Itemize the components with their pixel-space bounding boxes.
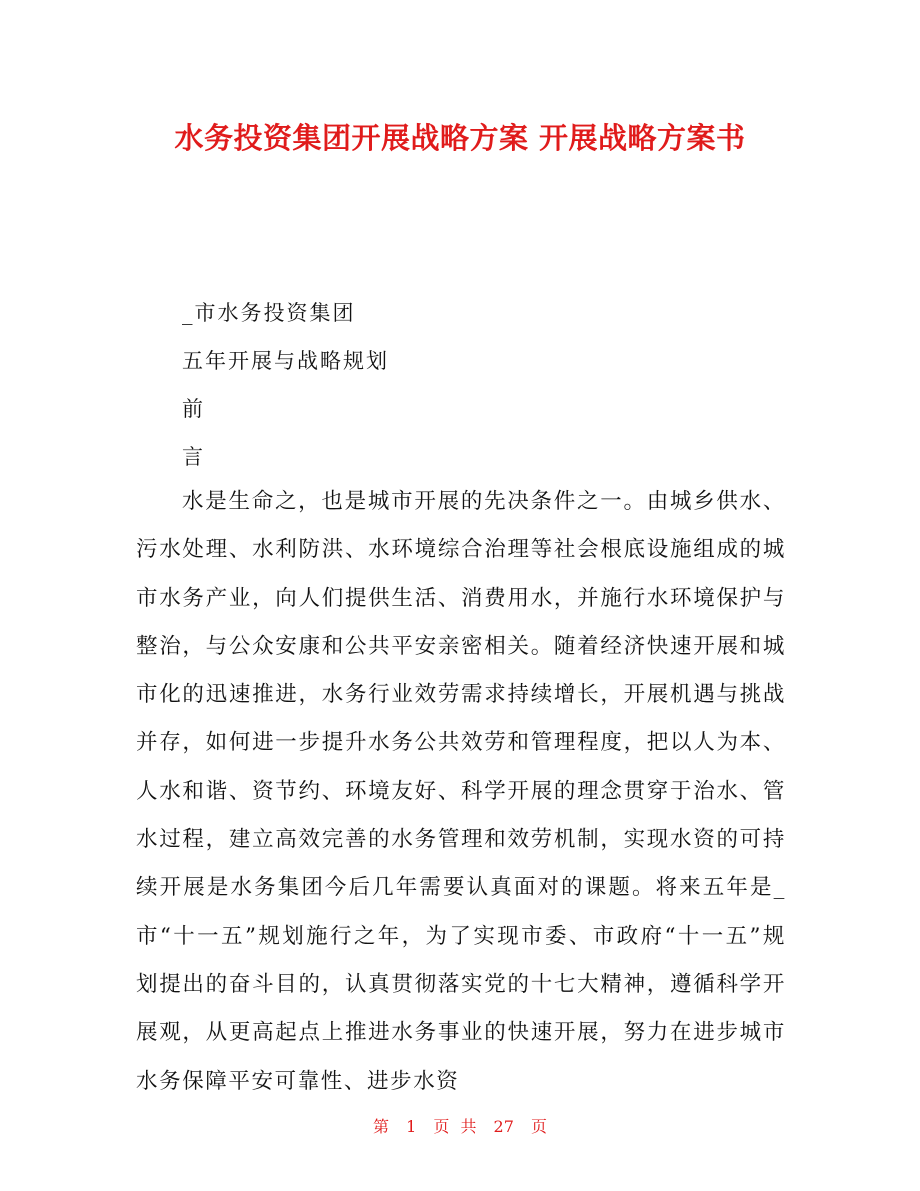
preface-heading-char-2: 言 — [182, 445, 205, 469]
page-footer — [0, 1114, 920, 1137]
footer-total-pages: 27 — [493, 1117, 514, 1136]
preface-heading-char-1: 前 — [182, 397, 205, 421]
footer-prefix: 第 — [372, 1117, 389, 1136]
footer-suffix: 页 — [531, 1117, 548, 1136]
footer-middle: 页 共 — [433, 1117, 477, 1136]
document-title: 水务投资集团开展战略方案 开展战略方案书 — [174, 121, 746, 155]
footer-page-number: 1 — [406, 1117, 417, 1136]
org-name-line: _市水务投资集团 — [182, 301, 356, 325]
body-paragraph: 水是生命之，也是城市开展的先决条件之一。由城乡供水、污水处理、水利防洪、水环境综合治理等社会根底设施组成的城市水务产业，向人们提供生活、消费用水，并施行水环境保护与整治，与公众安康和公共平安亲密相关。随着经济快速开展和城市化的迅速推进，水务行业效劳需求持续增长，开展机遇与挑战并存，如何进一步提升水务公共效劳和管理程度，把以人为本、人水和谐、资节约、环境友好、科学开展的理念贯穿于治水、管水过程，建立高效完善的水务管理和效劳机制，实现水资的可持续开展是水务集团今后几年需要认真面对的课题。将来五年是_市“十一五”规划施行之年，为了实现市委、市政府“十一五”规划提出的奋斗目的，认真贯彻落实党的十七大精神，遵循科学开展观，从更高起点上推进水务事业的快速开展，努力在进步城市水务保障平安可靠性、进步水资 — [136, 489, 786, 1094]
plan-name-line: 五年开展与战略规划 — [182, 349, 389, 373]
